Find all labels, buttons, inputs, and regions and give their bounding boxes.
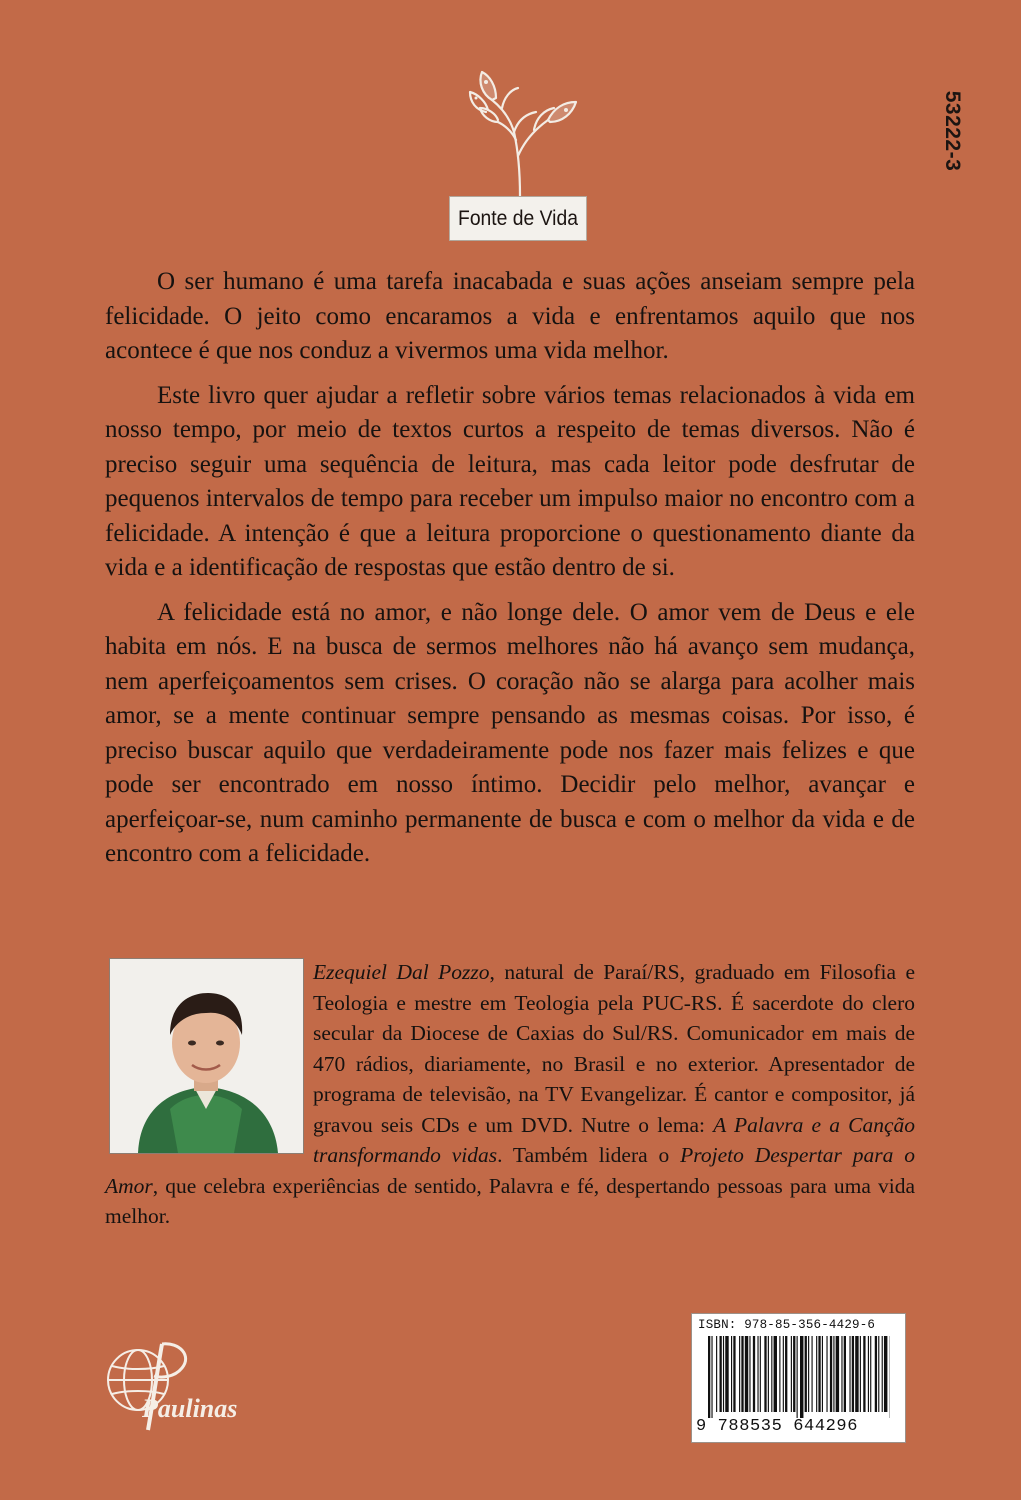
author-bio: Ezequiel Dal Pozzo, natural de Paraí/RS, graduado em Filosofia e Teologia e mestre em Teologia pela PUC-RS. É sacerdote do clero secular da Diocese de Caxias do Sul/RS. Comunicador em mais de 470 rádios, diariamente, no Brasil e no exterior. Apresentador de programa de televisão, na TV Evangelizar. É cantor e compositor, já gravou seis CDs e um DVD. Nutre o lema: A Palavra e a Canção transformando vidas. Também lidera o Projeto Despertar para o Amor, que celebra experiências de sentido, Palavra e fé, despertando pessoas para uma vida melhor. [105,960,916,1228]
barcode-number: 9 788535 644296 [696,1417,859,1436]
plant-logo-icon [462,60,582,210]
catalog-code [932,76,972,186]
synopsis [105,265,915,882]
isbn-label: ISBN: 978-85-356-4429-6 [698,1318,876,1332]
author-name: Ezequiel Dal Pozzo [313,960,490,984]
synopsis-paragraph: A felicidade está no amor, e não longe dele. O amor vem de Deus e ele habita em nós. E na busca de sermos melhores não há avanço sem mudança, nem aperfeiçoamentos sem crises. O coração não se alarga para acolher mais amor, se a mente continuar sempre pensando as mesmas coisas. Por isso, é preciso buscar aquilo que verdadeiramente pode nos fazer mais felizes e que pode ser encontrado em nosso íntimo. Decidir pelo melhor, avançar e aperfeiçoar-se, num caminho permanente de busca e com o melhor da vida e de encontro com a felicidade. [105,598,915,867]
synopsis-paragraph: Este livro quer ajudar a refletir sobre vários temas relacionados à vida em nosso tempo, por meio de textos curtos a respeito de temas diversos. Não é preciso seguir uma sequência de leitura, mas cada leitor pode desfrutar de pequenos intervalos de tempo para receber um impulso maior no encontro com a felicidade. A intenção é que a leitura proporcione o questionamento diante da vida e a identificação de respostas que estão dentro de si. [105,381,915,581]
publisher-name: Paulinas [142,1394,238,1423]
catalog-code-text: 53222-3 [941,90,964,172]
publisher-logo [96,1336,256,1436]
synopsis-paragraph: O ser humano é uma tarefa inacabada e suas ações anseiam sempre pela felicidade. O jeito como encaramos a vida e enfrentamos aquilo que nos acontece é que nos conduz a vivermos uma vida melhor. [105,268,915,364]
author-motto: A Palavra e a Canção transformando vidas [313,1112,916,1167]
barcode-bars [708,1336,890,1418]
barcode [691,1313,906,1443]
project-name: Projeto Despertar para o Amor [105,1143,915,1198]
series-label: Fonte de Vida [449,196,587,241]
